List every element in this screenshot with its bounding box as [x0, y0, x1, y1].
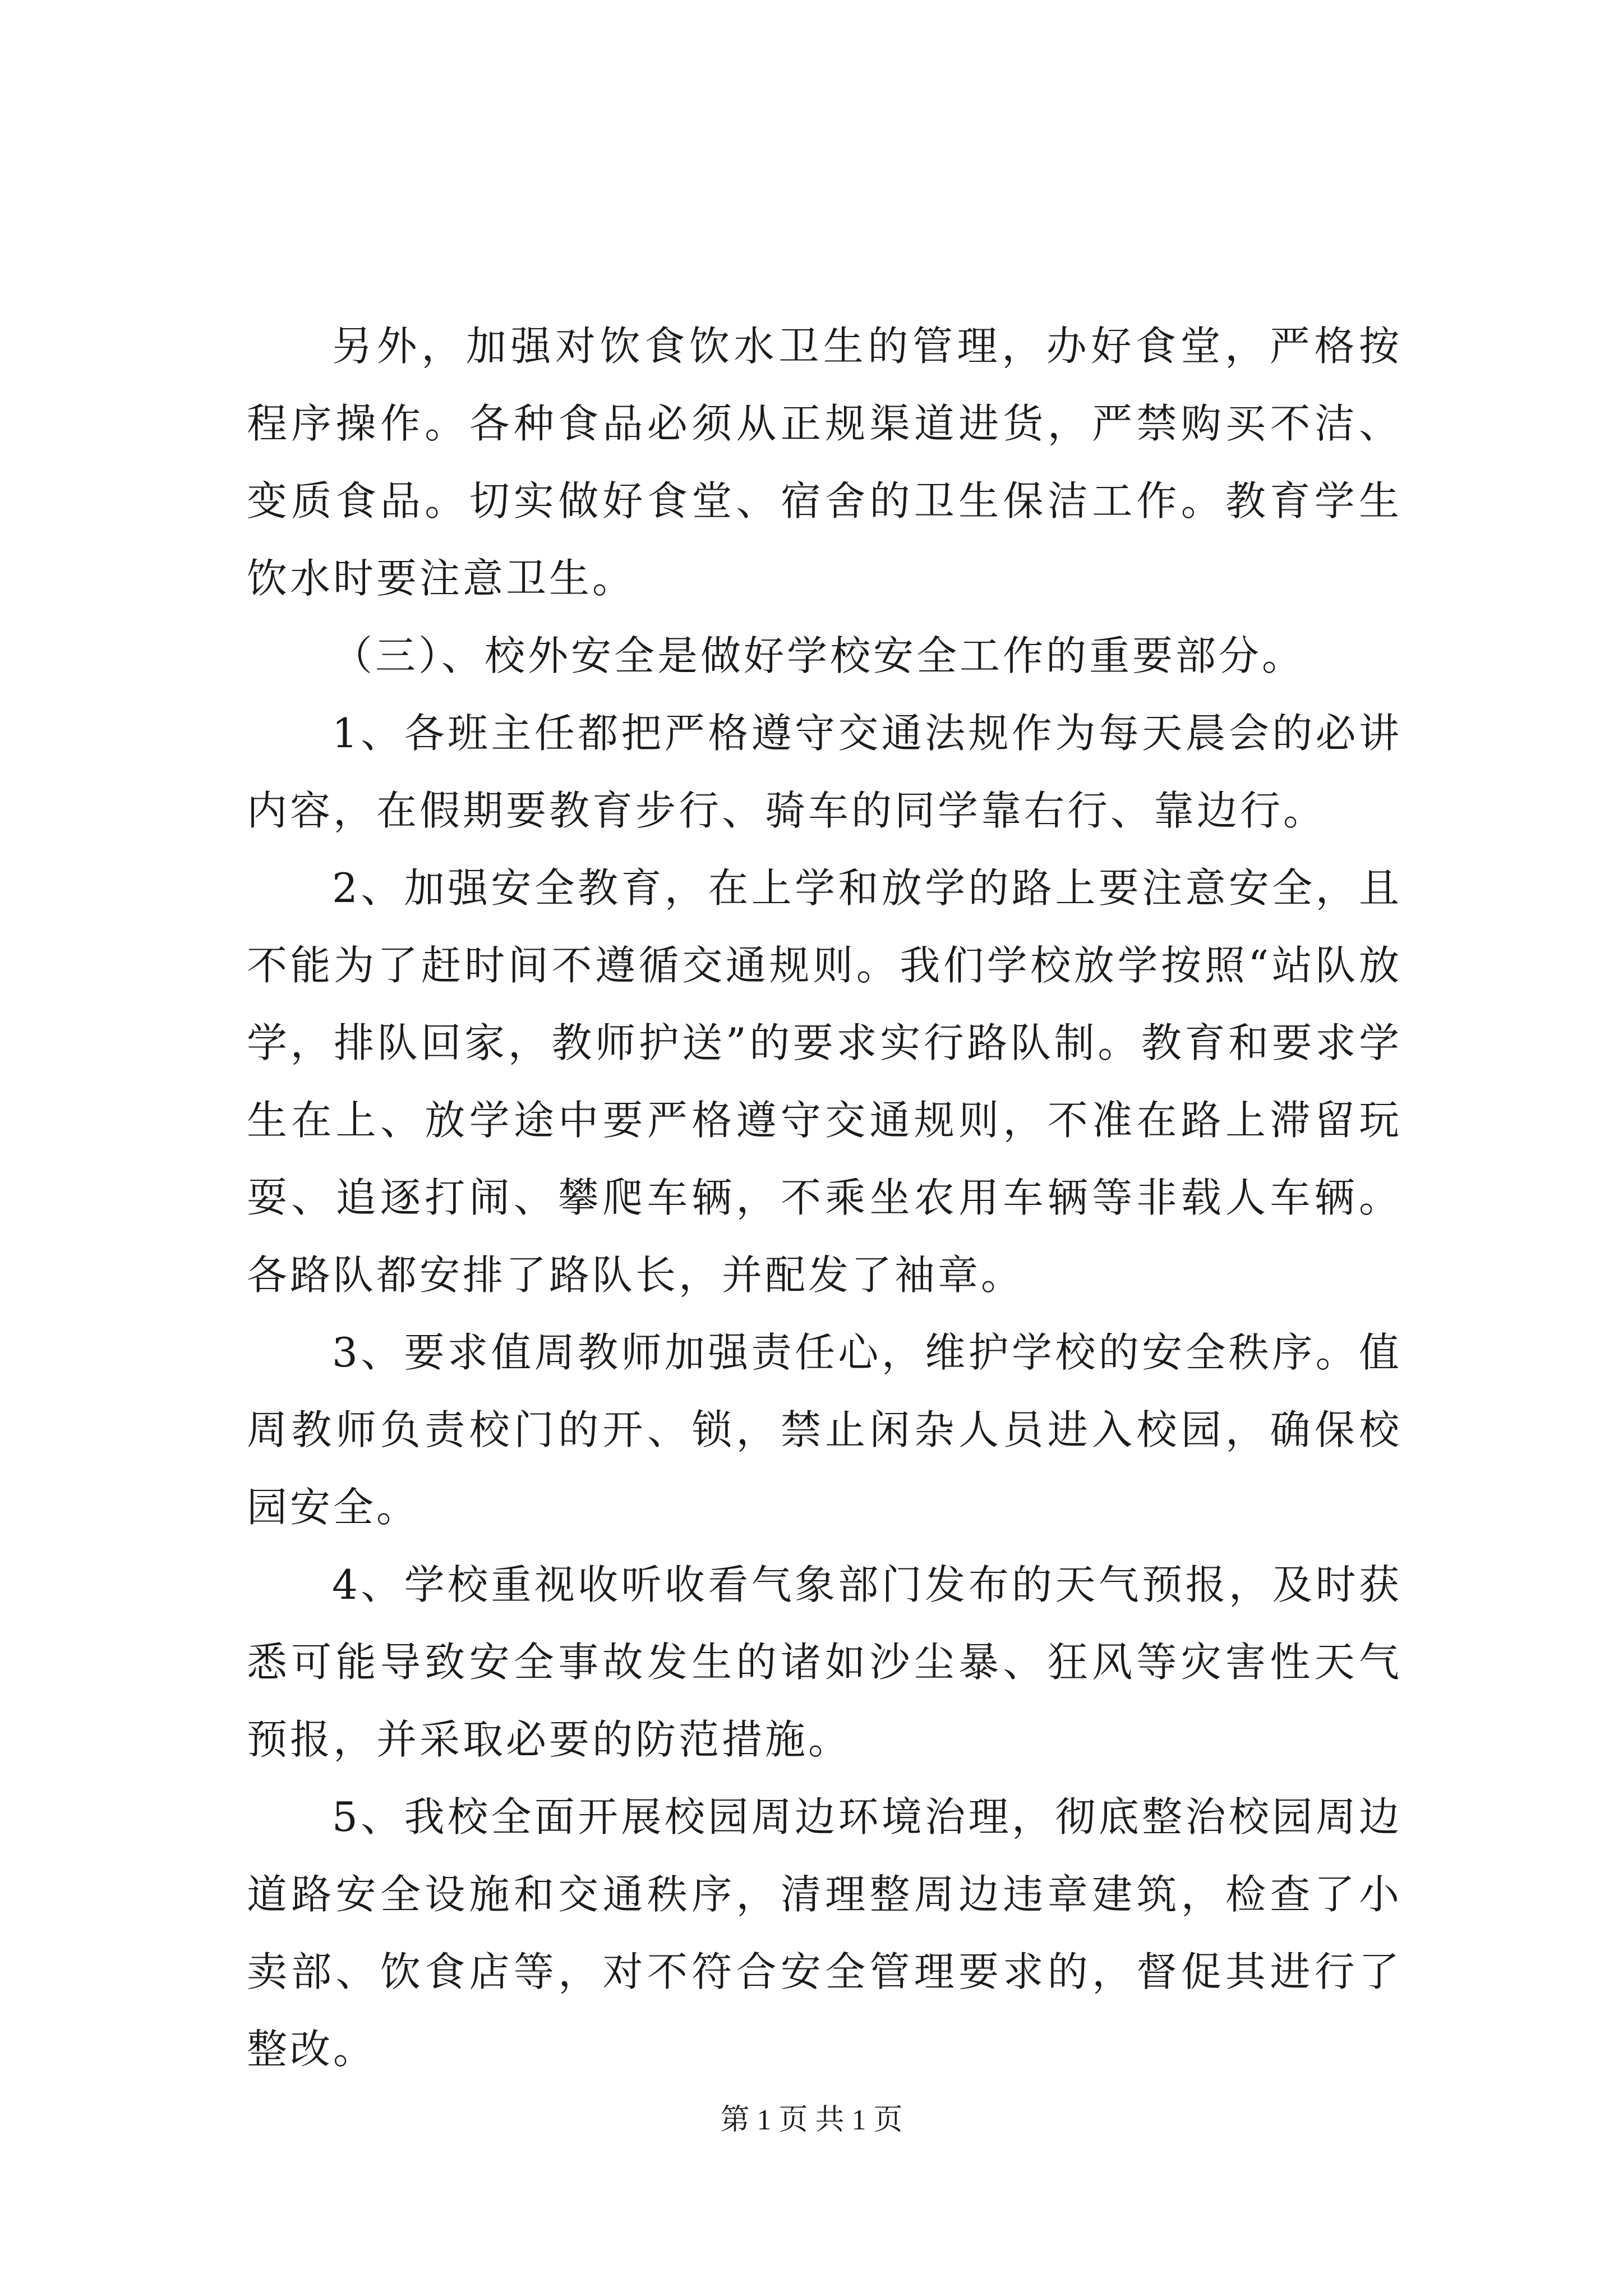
- section-heading-offcampus-safety: （三）、校外安全是做好学校安全工作的重要部分。: [332, 632, 1306, 679]
- document-body: [247, 307, 1402, 2088]
- paragraph-item-2: 2、加强安全教育，在上学和放学的路上要注意安全，且不能为了赶时间不遵循交通规则。我们学校放学按照“站队放学，排队回家，教师护送”的要求实行路队制。教育和要求学生在上、放学途中要严格遵守交通规则，不准在路上滞留玩耍、追逐打闹、攀爬车辆，不乘坐农用车辆等非载人车辆。各路队都安排了路队长，并配发了袖章。: [247, 864, 1402, 1299]
- paragraph-item-5: 5、我校全面开展校园周边环境治理，彻底整治校园周边道路安全设施和交通秩序，清理整周边违章建筑，检查了小卖部、饮食店等，对不符合安全管理要求的，督促其进行了整改。: [247, 1793, 1402, 2073]
- paragraph-item-4: 4、学校重视收听收看气象部门发布的天气预报，及时获悉可能导致安全事故发生的诸如沙尘暴、狂风等灾害性天气预报，并采取必要的防范措施。: [247, 1561, 1402, 1763]
- paragraph-hygiene: 另外，加强对饮食饮水卫生的管理，办好食堂，严格按程序操作。各种食品必须从正规渠道进货，严禁购买不洁、变质食品。切实做好食堂、宿舍的卫生保洁工作。教育学生饮水时要注意卫生。: [247, 323, 1402, 602]
- paragraph-item-3: 3、要求值周教师加强责任心，维护学校的安全秩序。值周教师负责校门的开、锁，禁止闲杂人员进入校园，确保校园安全。: [247, 1329, 1402, 1531]
- page-footer: 第 1 页 共 1 页: [720, 2104, 903, 2136]
- paragraph-item-1: 1、各班主任都把严格遵守交通法规作为每天晨会的必讲内容，在假期要教育步行、骑车的同学靠右行、靠边行。: [247, 710, 1402, 834]
